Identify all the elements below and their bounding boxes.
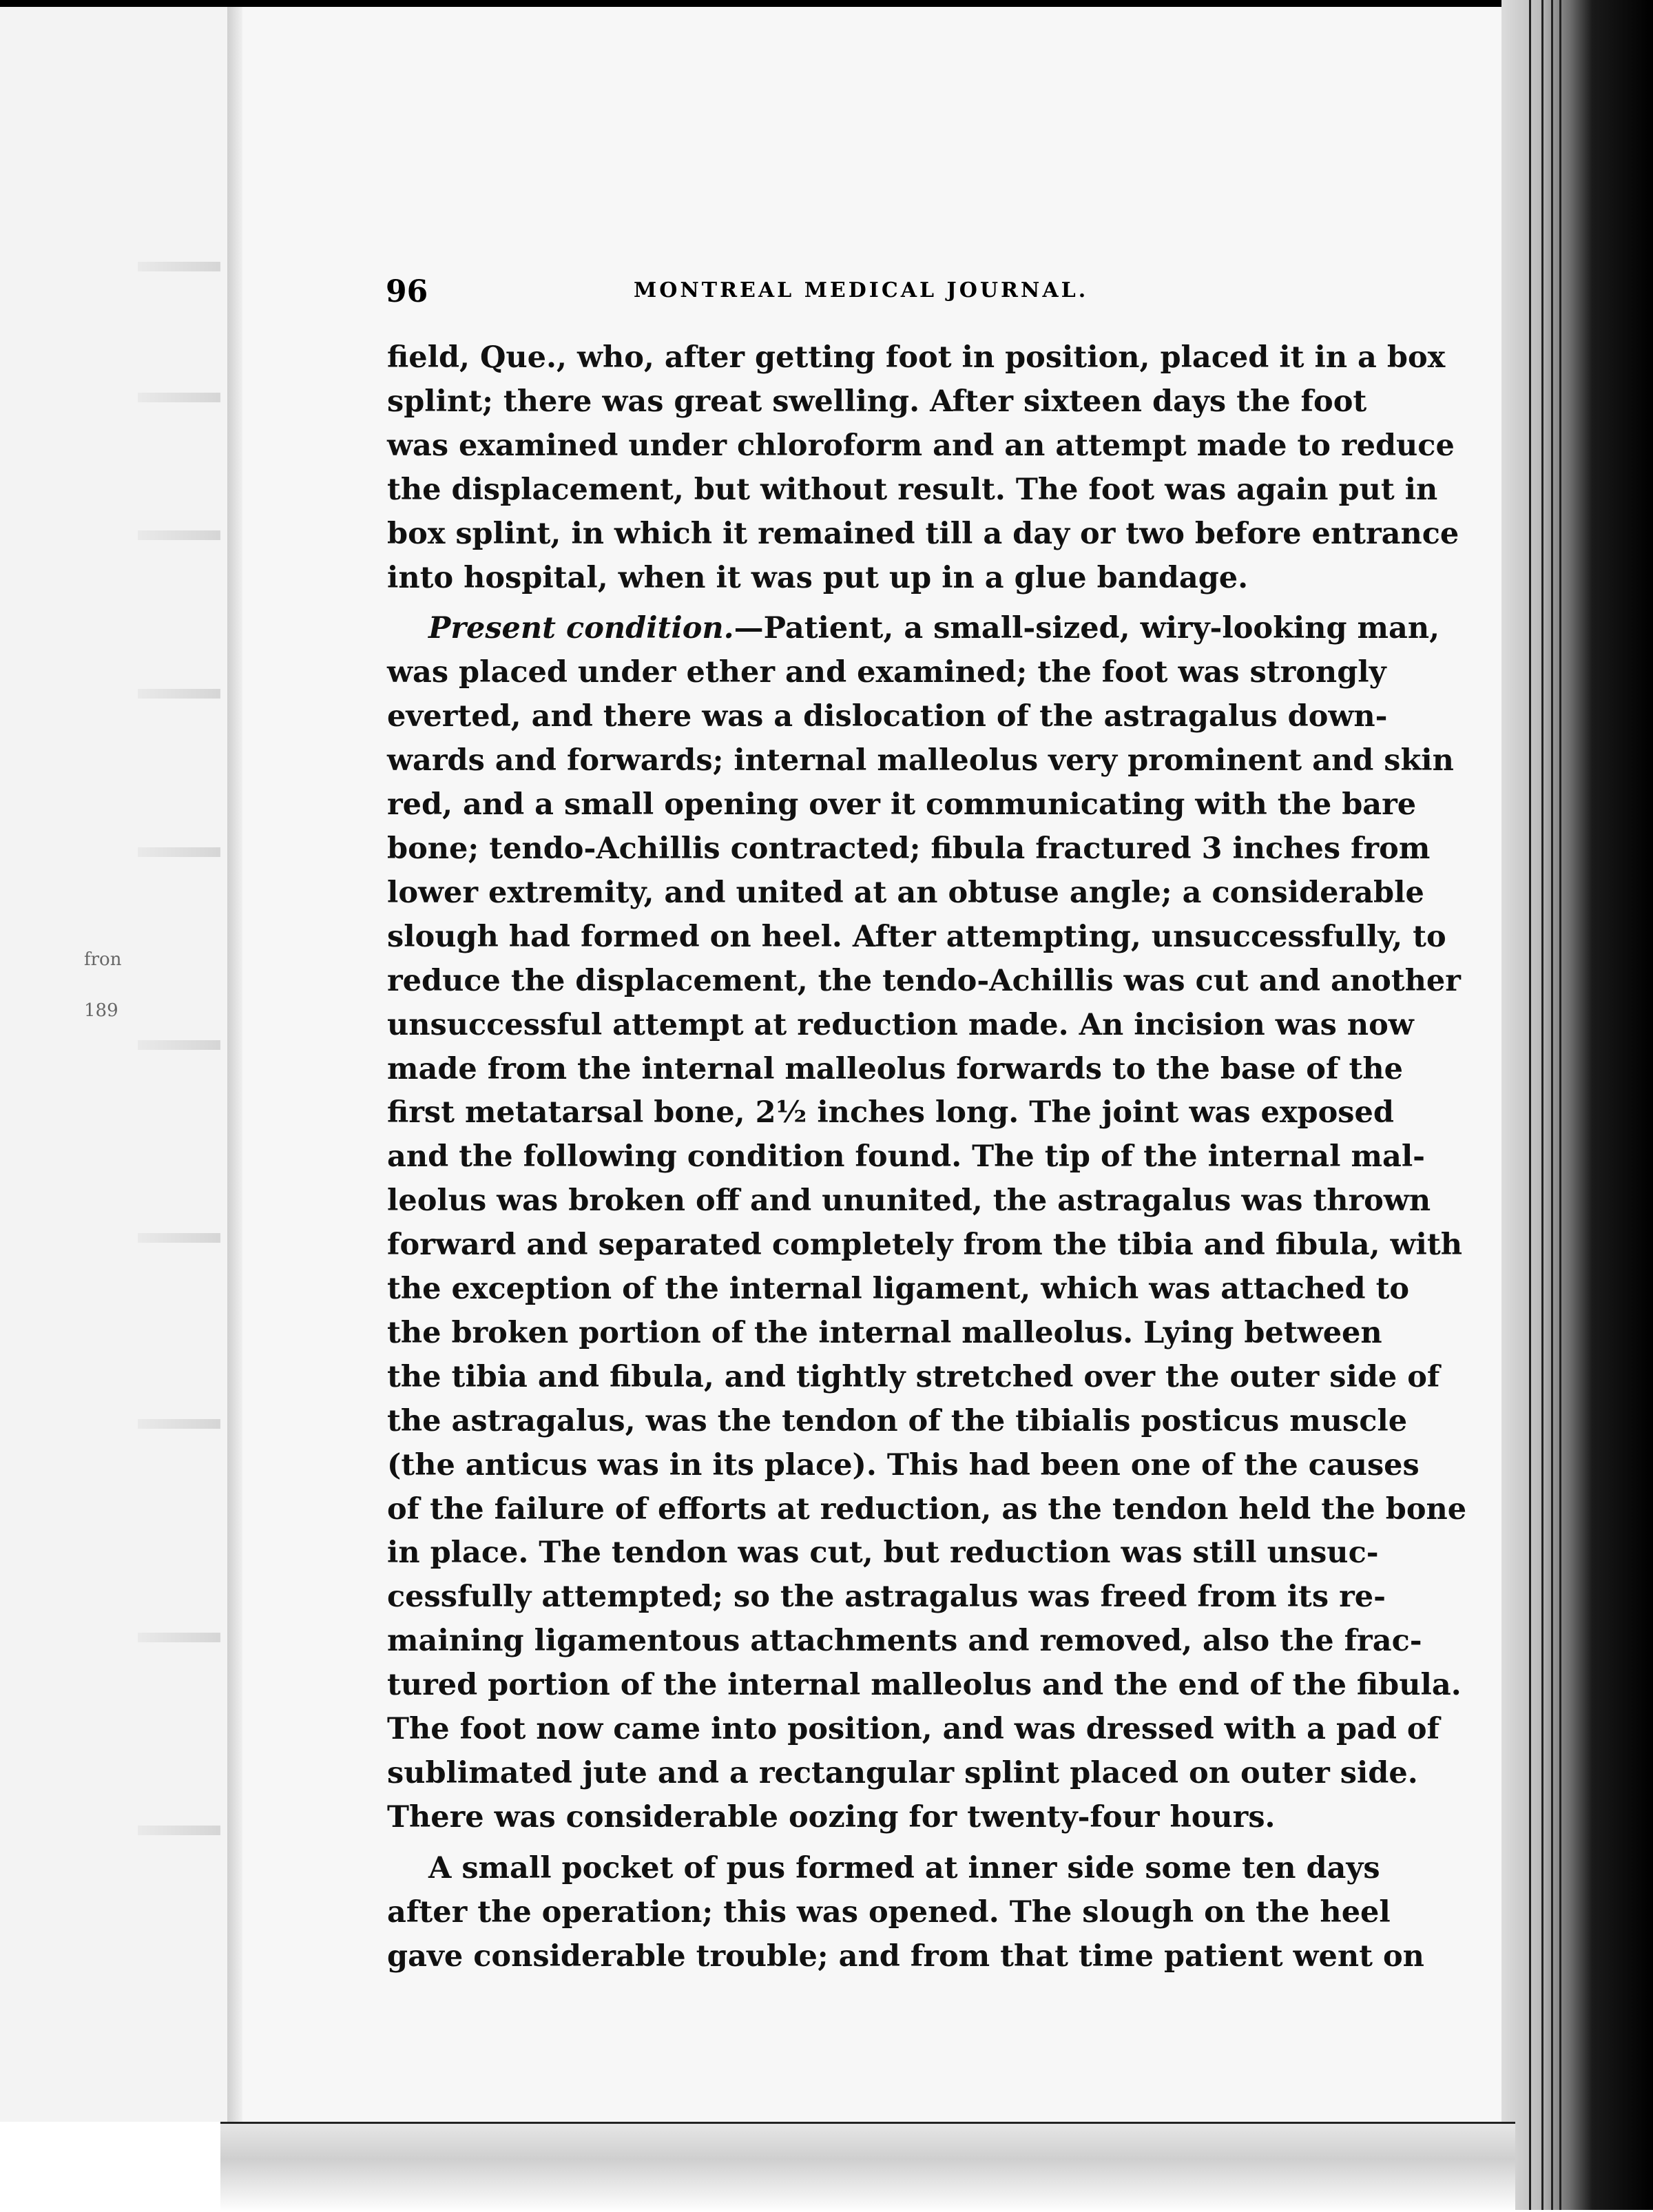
text-line: splint; there was great swelling. After sixteen days the foot	[387, 384, 1367, 419]
text-line: made from the internal malleolus forwards to the base of the	[387, 1051, 1403, 1086]
text-line: into hospital, when it was put up in a glue bandage.	[387, 560, 1249, 595]
text-line: box splint, in which it remained till a day or two before entrance	[387, 516, 1459, 551]
text-line	[387, 607, 1440, 651]
page-number: 96	[386, 274, 428, 309]
text-line: bone; tendo-Achillis contracted; fibula fractured 3 inches from	[387, 831, 1431, 866]
paragraph-2	[387, 607, 1467, 1839]
text-line: lower extremity, and united at an obtuse angle; a considerable	[387, 875, 1424, 910]
scan-top-border	[0, 0, 1653, 7]
text-line-rest: —Patient, a small-sized, wiry-looking man,	[734, 611, 1440, 646]
text-line: There was considerable oozing for twenty-four hours.	[387, 1799, 1276, 1834]
text-line: in place. The tendon was cut, but reduction was still unsuc-	[387, 1536, 1379, 1571]
text-line: reduce the displacement, the tendo-Achillis was cut and another	[387, 963, 1461, 998]
facing-page	[0, 7, 230, 2122]
page-bottom-edge	[220, 2122, 1515, 2212]
text-line: (the anticus was in its place). This had been one of the causes	[387, 1447, 1420, 1482]
text-line: everted, and there was a dislocation of the astragalus down-	[387, 699, 1388, 734]
text-line: was placed under ether and examined; the foot was strongly	[387, 655, 1386, 690]
text-line: of the failure of efforts at reduction, as the tendon held the bone	[387, 1491, 1467, 1527]
section-lead: Present condition.	[428, 611, 734, 646]
text-line: unsuccessful attempt at reduction made. An incision was now	[387, 1007, 1414, 1042]
text-line: cessfully attempted; so the astragalus was freed from its re-	[387, 1580, 1386, 1615]
text-line: the astragalus, was the tendon of the tibialis posticus muscle	[387, 1403, 1408, 1438]
text-line: maining ligamentous attachments and removed, also the frac-	[387, 1624, 1422, 1659]
page-edges-stack	[1501, 0, 1653, 2210]
text-line: and the following condition found. The tip of the internal mal-	[387, 1139, 1426, 1175]
text-line: A small pocket of pus formed at inner side some ten days	[428, 1850, 1380, 1885]
paragraph-3	[387, 1847, 1424, 1979]
binding-gutter	[227, 7, 242, 2142]
text-line: leolus was broken off and ununited, the astragalus was thrown	[387, 1183, 1431, 1219]
text-line: after the operation; this was opened. The slough on the heel	[387, 1894, 1391, 1930]
text-line: tured portion of the internal malleolus and the end of the fibula.	[387, 1668, 1462, 1703]
text-line: was examined under chloroform and an attempt made to reduce	[387, 428, 1455, 463]
text-line: the broken portion of the internal malleolus. Lying between	[387, 1315, 1382, 1350]
text-line: sublimated jute and a rectangular splint placed on outer side.	[387, 1756, 1418, 1790]
margin-mark-1: fron	[84, 949, 122, 970]
text-line: red, and a small opening over it communicating with the bare	[387, 787, 1417, 823]
text-line: field, Que., who, after getting foot in position, placed it in a box	[387, 340, 1446, 375]
text-line: wards and forwards; internal malleolus very prominent and skin	[387, 743, 1454, 778]
text-line: slough had formed on heel. After attempting, unsuccessfully, to	[387, 919, 1446, 954]
running-head	[386, 274, 1316, 316]
text-line: The foot now came into position, and was dressed with a pad of	[387, 1712, 1440, 1747]
text-line: gave considerable trouble; and from that time patient went on	[387, 1939, 1424, 1974]
text-line: the exception of the internal ligament, which was attached to	[387, 1272, 1410, 1307]
journal-title: MONTREAL MEDICAL JOURNAL.	[634, 278, 1089, 302]
paragraph-1	[387, 336, 1459, 600]
margin-mark-2: 189	[84, 1000, 118, 1021]
text-line: the displacement, but without result. The foot was again put in	[387, 472, 1438, 507]
text-line: the tibia and fibula, and tightly stretched over the outer side of	[387, 1359, 1440, 1394]
article-body	[387, 336, 1467, 1979]
text-line: first metatarsal bone, 2½ inches long. The joint was exposed	[387, 1095, 1394, 1130]
text-line: forward and separated completely from the tibia and fibula, with	[387, 1228, 1463, 1263]
